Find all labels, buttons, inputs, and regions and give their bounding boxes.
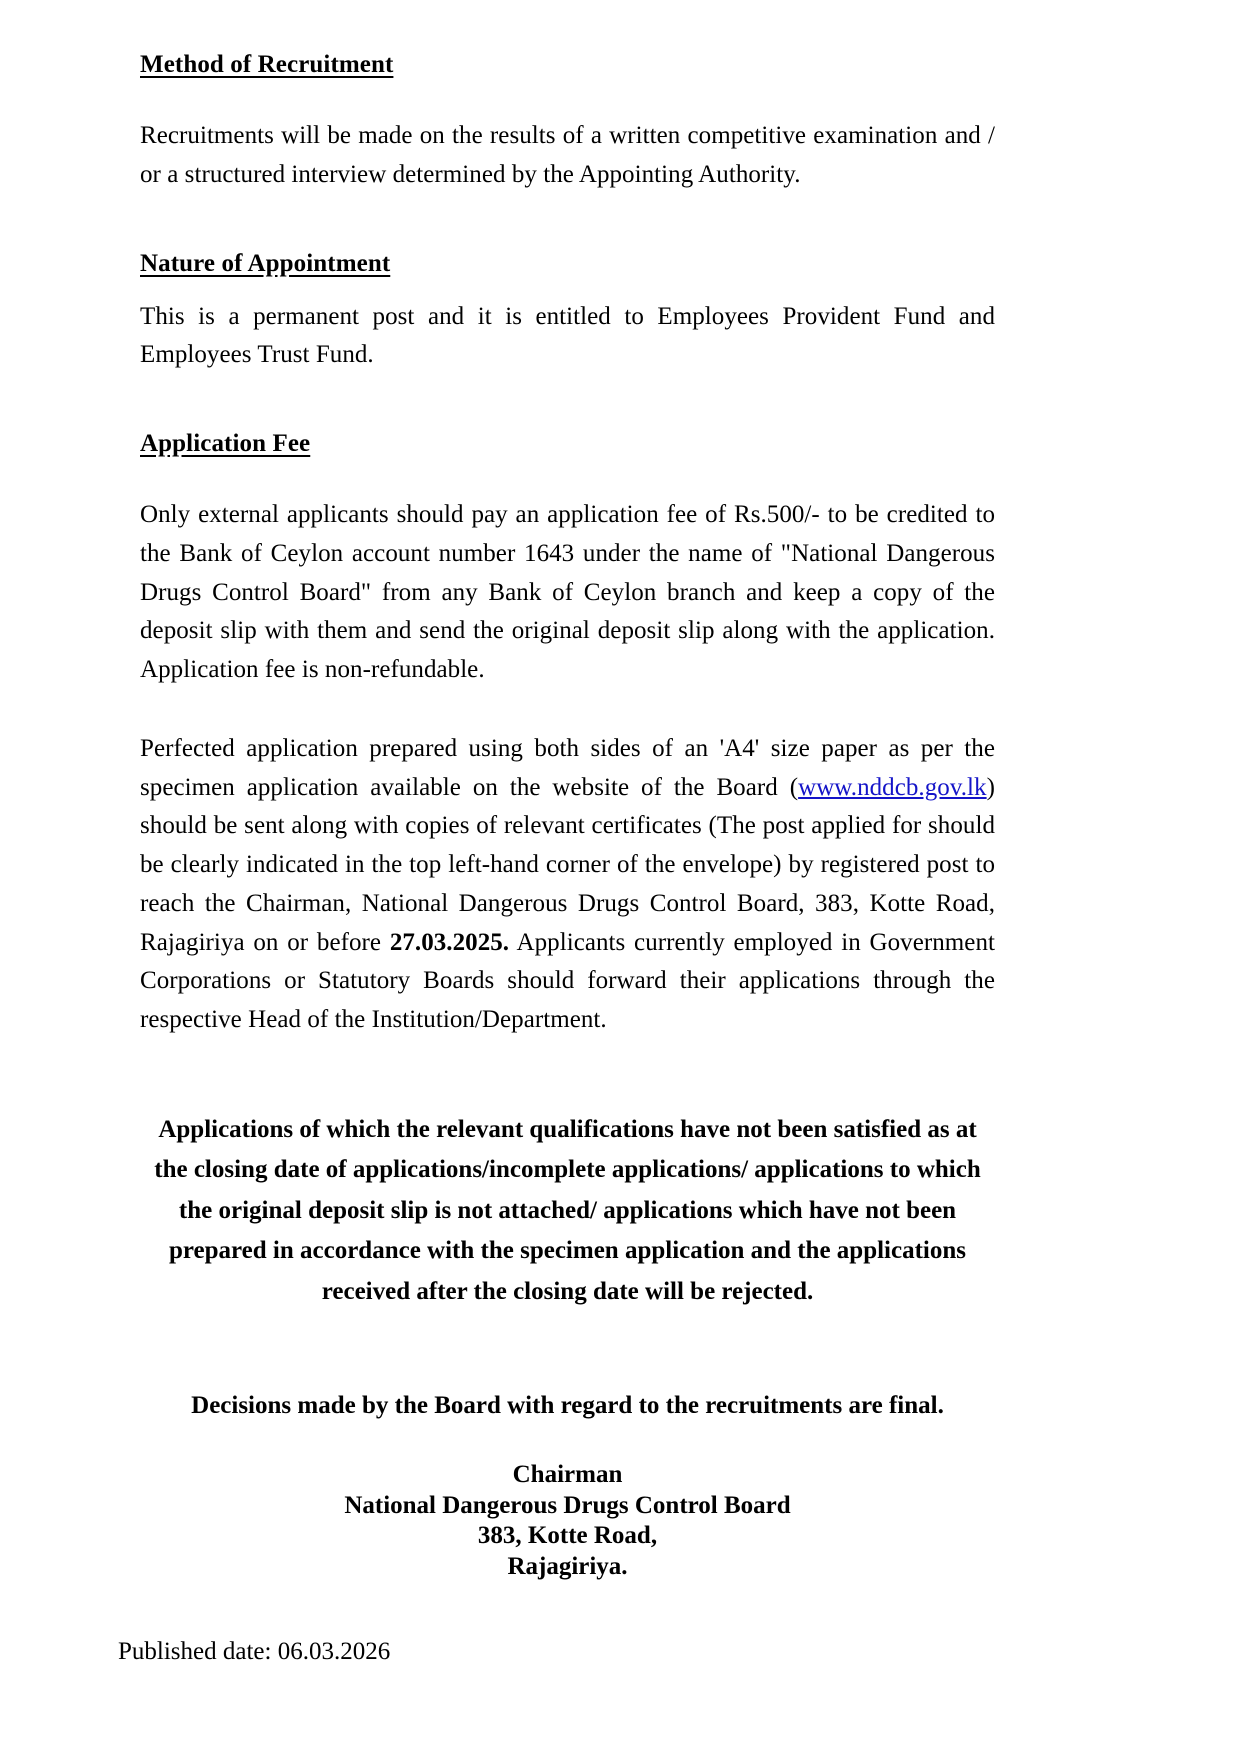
signature-title: Chairman [512,1461,623,1489]
paragraph-nature-of-appointment: This is a permanent post and it is entitled to Employees Provident Fund and Employees Trust Fund. [140,302,995,369]
submission-text-part1: Perfected application prepared using both sides of an 'A4' size paper as per the specimen application available on the website of the Board ( [140,734,995,801]
spacer [140,1312,995,1392]
spacer [140,195,995,251]
signature-block [140,1460,995,1582]
spacer [140,1040,995,1110]
spacer [140,456,995,496]
spacer [140,690,995,730]
signature-organization: National Dangerous Drugs Control Board [344,1491,791,1519]
spacer [140,1420,995,1460]
rejection-notice: Applications of which the relevant qualifications have not been satisfied as at the closing date of applications/incomplete applications/ applications to which the original deposit slip is not attached/ applications which have not been prepared in accordance with the specimen application and the applications received after the closing date will be rejected. [154,1115,981,1305]
published-date-wrapper [118,1638,973,1666]
nddcb-website-link[interactable]: www.nddcb.gov.lk [798,773,987,801]
paragraph-application-fee: Only external applicants should pay an application fee of Rs.500/- to be credited to the Bank of Ceylon account number 1643 under the name of "National Dangerous Drugs Control Board" from any Bank of Ceylon branch and keep a copy of the deposit slip with them and send the original deposit slip along with the application. Application fee is non-refundable. [140,501,995,683]
published-date: Published date: 06.03.2026 [118,1638,391,1666]
closing-date: 27.03.2025. [389,928,510,956]
paragraph-method-of-recruitment: Recruitments will be made on the results of a written competitive examination and / or a structured interview determined by the Appointing Authority. [140,122,995,188]
spacer [140,276,995,298]
heading-nature-of-appointment: Nature of Appointment [140,249,391,277]
heading-application-fee: Application Fee [140,430,311,457]
document-body [118,51,995,1666]
spacer [140,77,995,117]
submission-text-part3: Applicants currently employed in Government Corporations or Statutory Boards should forward their applications through the respective Head of the Institution/Department. [140,928,995,1033]
spacer [140,1582,995,1638]
spacer [140,375,995,431]
submission-text-part2: ) should be sent along with copies of relevant certificates (The post applied for should be clearly indicated in the top left-hand corner of the envelope) by registered post to reach the Chairman, National Dangerous Drugs Control Board, 383, Kotte Road, Rajagiriya on or before [140,773,995,956]
signature-address-line-1: 383, Kotte Road, [477,1522,658,1550]
final-statement: Decisions made by the Board with regard to the recruitments are final. [191,1392,944,1420]
paragraph-submission [140,730,995,1040]
heading-method-of-recruitment: Method of Recruitment [140,51,394,78]
signature-address-line-2: Rajagiriya. [507,1552,628,1580]
